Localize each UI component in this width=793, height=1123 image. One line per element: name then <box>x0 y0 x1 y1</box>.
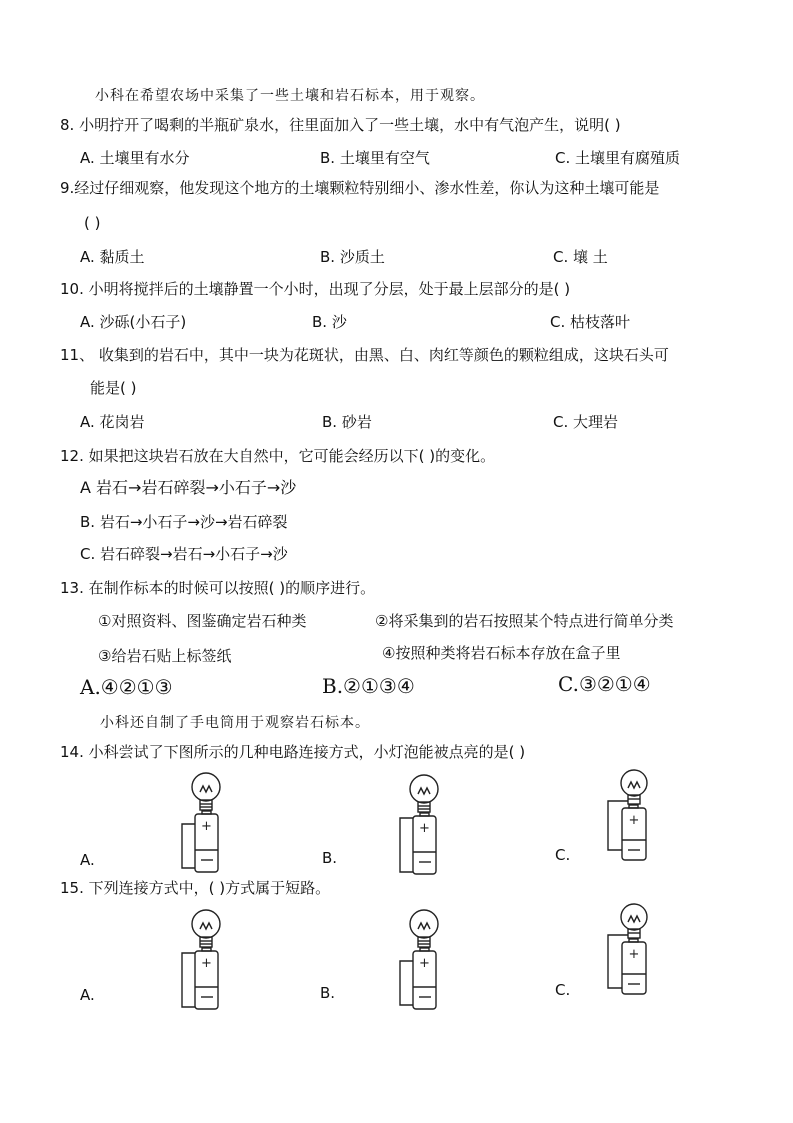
circuit-figure-15b <box>396 905 466 1015</box>
circuit-figure-14b <box>396 770 466 880</box>
wire <box>400 961 413 1005</box>
question-15-stem: 15. 下列连接方式中，( )方式属于短路。 <box>60 879 331 897</box>
question-8-stem: 8. 小明拧开了喝剩的半瓶矿泉水，往里面加入了一些土壤，水中有气泡产生，说明( ) <box>60 116 621 134</box>
question-9-option-b: B. 沙质土 <box>320 248 385 266</box>
question-13-stem: 13. 在制作标本的时候可以按照( )的顺序进行。 <box>60 579 376 597</box>
light-bulb-icon <box>621 770 647 804</box>
question-13-option-a: A.④②①③ <box>80 675 173 699</box>
battery-icon <box>413 948 436 1009</box>
question-14-option-b: B. <box>322 849 338 867</box>
question-8-option-a: A. 土壤里有水分 <box>80 149 190 167</box>
wire <box>182 824 195 868</box>
light-bulb-icon <box>621 904 647 938</box>
question-10-stem: 10. 小明将搅拌后的土壤静置一个小时，出现了分层，处于最上层部分的是( ) <box>60 280 571 298</box>
question-11-option-b: B. 砂岩 <box>322 413 372 431</box>
question-15-option-c: C. <box>555 981 571 999</box>
battery-icon <box>413 813 436 874</box>
wire <box>608 935 628 988</box>
question-11-option-a: A. 花岗岩 <box>80 413 145 431</box>
battery-plus-sign: + <box>419 956 430 971</box>
question-9-option-a: A. 黏质土 <box>80 248 145 266</box>
question-13-step-1: ①对照资料、图鉴确定岩石种类 <box>98 612 307 630</box>
question-11-stem-continued: 能是( ) <box>90 379 137 397</box>
question-13-step-3: ③给岩石贴上标签纸 <box>98 647 232 665</box>
battery-icon <box>195 948 218 1009</box>
intro-text-farm: 小科在希望农场中采集了一些土壤和岩石标本，用于观察。 <box>95 88 485 104</box>
battery-plus-sign: + <box>201 819 212 834</box>
question-8-option-b: B. 土壤里有空气 <box>320 149 430 167</box>
circuit-figure-14a <box>170 768 240 878</box>
question-13-step-4: ④按照种类将岩石标本存放在盒子里 <box>382 644 621 662</box>
question-9-option-c: C. 壤 土 <box>553 248 608 266</box>
question-10-option-c: C. 枯枝落叶 <box>550 313 631 331</box>
battery-icon <box>622 805 646 860</box>
light-bulb-icon <box>192 910 220 947</box>
question-13-step-2: ②将采集到的岩石按照某个特点进行简单分类 <box>375 612 674 630</box>
battery-plus-sign: + <box>628 813 640 828</box>
question-10-option-b: B. 沙 <box>312 313 347 331</box>
question-15-option-a: A. <box>80 986 95 1004</box>
circuit-figure-15a <box>170 905 240 1015</box>
question-12-option-b: B. 岩石→小石子→沙→岩石碎裂 <box>80 513 288 531</box>
battery-plus-sign: + <box>628 947 640 962</box>
battery-plus-sign: + <box>419 821 430 836</box>
wire <box>182 953 195 1007</box>
question-15-option-b: B. <box>320 984 336 1002</box>
battery-icon <box>195 811 218 872</box>
circuit-figure-15c <box>600 900 670 1000</box>
question-14-option-a: A. <box>80 851 95 869</box>
question-11-option-c: C. 大理岩 <box>553 413 619 431</box>
question-14-option-c: C. <box>555 846 571 864</box>
question-13-option-b: B.②①③④ <box>322 674 415 698</box>
light-bulb-icon <box>410 910 438 947</box>
question-9-stem-blank: ( ) <box>84 214 101 232</box>
question-10-option-a: A. 沙砾(小石子) <box>80 313 187 331</box>
intro-text-flashlight: 小科还自制了手电筒用于观察岩石标本。 <box>100 715 370 731</box>
battery-plus-sign: + <box>201 956 212 971</box>
battery-icon <box>622 939 646 994</box>
question-11-stem: 11、 收集到的岩石中，其中一块为花斑状，由黑、白、肉红等颜色的颗粒组成，这块石头可 <box>60 346 669 364</box>
light-bulb-icon <box>410 775 438 812</box>
question-14-stem: 14. 小科尝试了下图所示的几种电路连接方式，小灯泡能被点亮的是( ) <box>60 743 526 761</box>
question-13-option-c: C.③②①④ <box>558 672 651 696</box>
circuit-figure-14c <box>600 766 670 866</box>
question-9-stem: 9.经过仔细观察，他发现这个地方的土壤颗粒特别细小、渗水性差，你认为这种土壤可能是 <box>60 179 660 197</box>
question-12-option-c: C. 岩石碎裂→岩石→小石子→沙 <box>80 545 288 563</box>
question-12-option-a: A 岩石→岩石碎裂→小石子→沙 <box>80 478 297 497</box>
wire <box>400 818 413 872</box>
question-8-option-c: C. 土壤里有腐殖质 <box>555 149 681 167</box>
question-12-stem: 12. 如果把这块岩石放在大自然中，它可能会经历以下( )的变化。 <box>60 447 496 465</box>
light-bulb-icon <box>192 773 220 810</box>
